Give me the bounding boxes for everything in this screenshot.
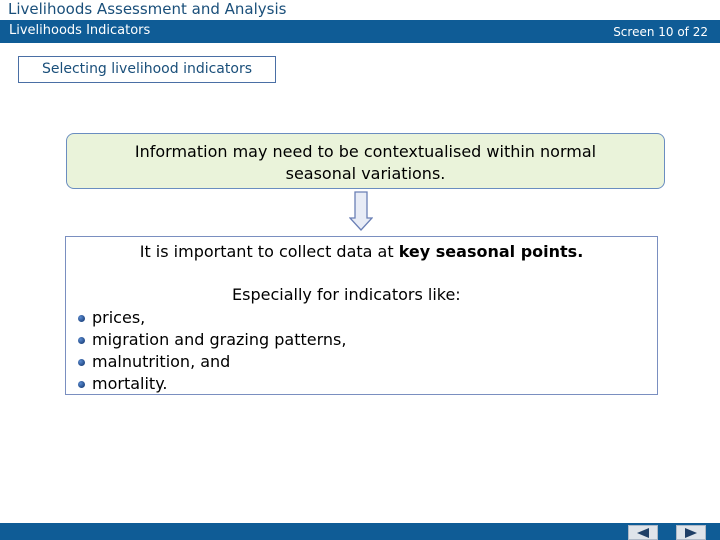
app-title: Livelihoods Assessment and Analysis: [0, 0, 720, 20]
detail-lead-text: It is important to collect data at: [139, 242, 399, 261]
header-bar: [0, 20, 720, 43]
list-item-text: prices,: [92, 308, 146, 327]
bullet-icon: [78, 359, 85, 366]
detail-lead-emphasis: key seasonal points.: [398, 242, 584, 261]
context-box: [66, 133, 665, 189]
list-item: [78, 373, 346, 395]
section-label: Selecting livelihood indicators: [18, 56, 276, 83]
next-screen-button[interactable]: [676, 525, 706, 540]
list-item-text: migration and grazing patterns,: [92, 330, 347, 349]
footer-bar: [0, 523, 720, 540]
list-item: [78, 351, 346, 373]
triangle-left-icon: [636, 528, 650, 538]
indicator-list: [78, 307, 346, 395]
list-item: [78, 307, 346, 329]
previous-screen-button[interactable]: [628, 525, 658, 540]
screen-counter: Screen 10 of 22: [613, 25, 708, 39]
list-item: [78, 329, 346, 351]
triangle-right-icon: [684, 528, 698, 538]
detail-subheading: Especially for indicators like:: [232, 285, 461, 304]
detail-box: [65, 236, 658, 395]
bullet-icon: [78, 337, 85, 344]
context-line-2: seasonal variations.: [285, 164, 446, 183]
bullet-icon: [78, 315, 85, 322]
module-title: Livelihoods Indicators: [9, 23, 151, 38]
detail-lead: [66, 242, 657, 262]
list-item-text: mortality.: [92, 374, 168, 393]
down-arrow-icon: [349, 191, 373, 231]
list-item-text: malnutrition, and: [92, 352, 231, 371]
bullet-icon: [78, 381, 85, 388]
context-line-1: Information may need to be contextualised within normal: [134, 142, 597, 161]
